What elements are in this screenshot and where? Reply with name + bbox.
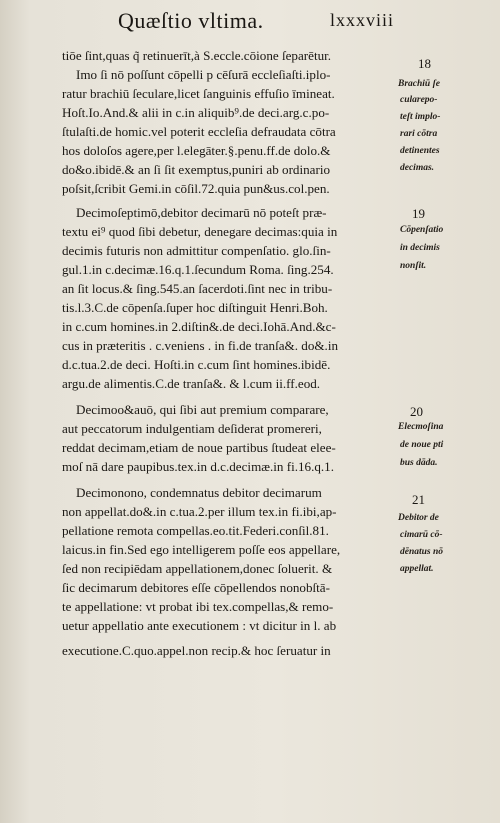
text-line: ratur brachiū ſeculare,licet ſanguinis effuſio īmineat. (62, 86, 335, 101)
text-line: non appellat.do&.in c.tua.2.per illum tex.in fi.ibi,ap- (62, 504, 337, 519)
text-line: textu ei⁹ quod ſibi debetur, denegare decimas:quia in (62, 224, 338, 239)
text-line: ſic decimarum debitores eſſe cōpellendos nonobſtā- (62, 580, 330, 595)
text-line: d.c.tua.2.de deci. Hoſti.in c.cum ſint homines.ibidē. (62, 357, 331, 372)
text-line: te appellatione: vt probat ibi tex.compellas,& remo- (62, 599, 334, 614)
text-line: Imo ſi nō poſſunt cōpelli p cēſurā eccleſiaſti.iplo- (76, 67, 331, 82)
text-line: in c.cum homines.in 2.diſtin&.de deci.Iohā.And.&c- (62, 319, 336, 334)
text-line: reddat decimam,etiam de noue partibus ſtudeat elee- (62, 440, 336, 455)
text-line: tis.l.3.C.de cōpenſa.ſuper hoc diſtinguit Henri.Boh. (62, 300, 328, 315)
text-line: laicus.in fin.Sed ego intelligerem poſſe eos appellare, (62, 542, 341, 557)
text-line: poſsit,ſcribit Gemi.in cōſil.72.quia pun&us.col.pen. (62, 181, 330, 196)
text-line: moſ nā dare paupibus.tex.in d.c.decimæ.in fi.16.q.1. (62, 459, 335, 474)
text-line: Decimoſeptimō,debitor decimarū nō poteſt præ- (76, 205, 327, 220)
text-line: ſtulaſti.de homic.vel poterit eccleſia defraudata cōtra (62, 124, 336, 139)
margin-note: cimarū cō- (400, 530, 443, 540)
margin-note: Elecmoſina (398, 422, 444, 432)
margin-note: Cōpenſatio (400, 225, 444, 235)
margin-note: bus dāda. (400, 458, 438, 468)
margin-note: Debitor de (398, 513, 439, 523)
text-line: uetur appellatio ante executionem : vt dicitur in l. ab (62, 618, 337, 633)
text-line: executione.C.quo.appel.non recip.& hoc ſeruatur in (62, 643, 331, 658)
margin-note: detinentes (400, 146, 440, 156)
text-line: tiōe ſint,quas q̃ retinuerīt,à S.eccle.cōione ſeparētur. (62, 48, 332, 63)
text-line: cus in præteritis . c.veniens . in fi.de tranſa&. do&.in (62, 338, 339, 353)
text-line: ſed non recipiēdam appellationem,donec ſoluerit. & (62, 561, 333, 576)
section-number: 19 (412, 206, 425, 221)
section-number: 18 (418, 56, 431, 71)
text-line: do&o.ibidē.& an ſi ſit exemptus,puniri ab ordinario (62, 162, 331, 177)
text-line: Decimoo&auō, qui ſibi aut premium comparare, (76, 402, 329, 417)
margin-note: decimas. (400, 163, 435, 173)
text-line: an ſit locus.& ſing.545.an ſacerdoti.ſint nec in tribu- (62, 281, 333, 296)
margin-note: in decimis (400, 243, 440, 253)
section-number: 21 (412, 492, 425, 507)
margin-note: de noue pti (400, 440, 444, 450)
text-line: Decimonono, condemnatus debitor decimarum (76, 485, 322, 500)
section-number: 20 (410, 404, 423, 419)
text-line: decimis futuris non admittitur compenſatio. glo.ſin- (62, 243, 331, 258)
margin-note: dēnatus nō (400, 547, 444, 557)
margin-note: teſt implo- (400, 112, 441, 122)
folio-number: lxxxviii (330, 10, 395, 30)
text-line: aut peccatorum indulgentiam deſiderat promereri, (62, 421, 322, 436)
text-line: Hoſt.Io.And.& alii in c.in aliquib⁹.de deci.arg.c.po- (62, 105, 330, 120)
text-line: argu.de alimentis.C.de tranſa&. & l.cum ii.ff.eod. (62, 376, 321, 391)
running-title: Quæſtio vltima. (118, 8, 264, 33)
text-line: gul.1.in c.decimæ.16.q.1.ſecundum Roma. ſing.254. (62, 262, 334, 277)
margin-note: nonſit. (400, 261, 427, 271)
margin-note: appellat. (400, 564, 434, 574)
margin-note: cularepo- (400, 95, 438, 105)
margin-note: rari cōtra (400, 129, 438, 139)
margin-note: Brachiū ſe (398, 79, 440, 89)
text-line: pellatione remota compellas.eo.tit.Federi.conſil.81. (62, 523, 329, 538)
text-line: hos doloſos agere,per l.elegāter.§.penu.ff.de dolo.& (62, 143, 331, 158)
